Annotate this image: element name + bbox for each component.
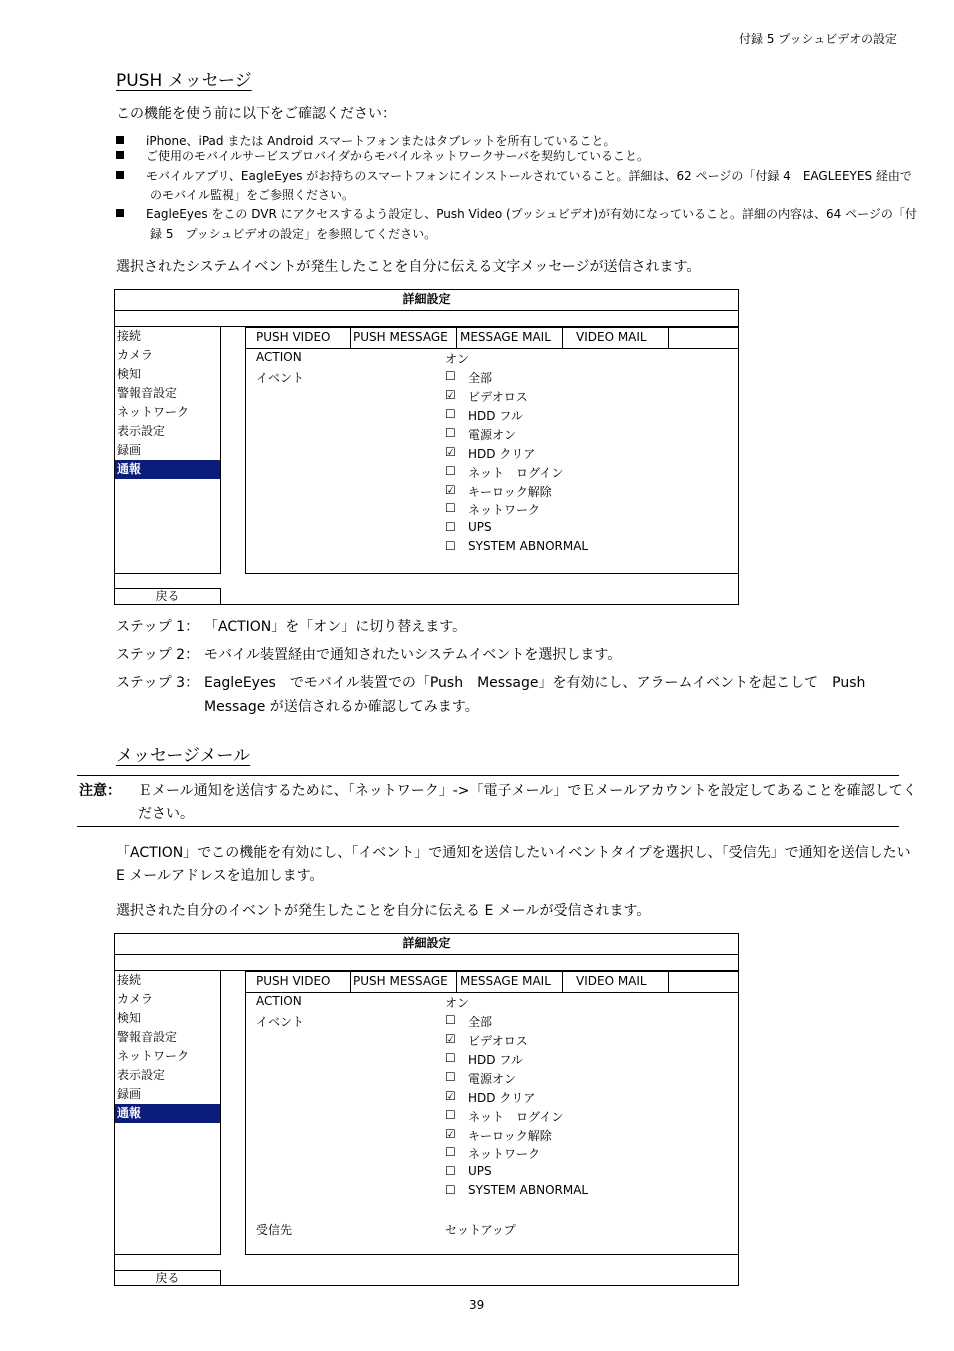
tab-message-mail[interactable]: MESSAGE MAIL	[457, 328, 563, 348]
settings-panel	[245, 971, 739, 1255]
event-option-label: SYSTEM ABNORMAL	[468, 539, 589, 553]
back-button[interactable]: 戻る	[115, 588, 221, 604]
mail-description: 「ACTION」でこの機能を有効にし、「イベント」で通知を送信したいイベントタイプを選択し、「受信先」で通知を送信したい	[116, 845, 911, 861]
event-option-label: ネットワーク	[468, 1147, 541, 1161]
settings-screenshot-push-message	[114, 289, 739, 605]
action-value[interactable]: オン	[445, 996, 470, 1010]
event-checkbox[interactable]: ☐	[445, 426, 456, 440]
event-option-label: HDD フル	[468, 409, 523, 423]
list-item: ご使用のモバイルサービスプロバイダからモバイルネットワークサーバを契約していること。	[146, 149, 650, 163]
sidebar-item-detection[interactable]: 検知	[117, 1011, 142, 1025]
note-text-continuation: ださい。	[138, 806, 194, 822]
event-option-label: 電源オン	[468, 428, 517, 442]
event-checkbox[interactable]: ☐	[445, 520, 456, 534]
event-checkbox[interactable]: ☑	[445, 1032, 456, 1046]
list-item: iPhone、iPad または Android スマートフォンまたはタブレットを所有していること。	[146, 134, 616, 148]
mail-summary: 選択された自分のイベントが発生したことを自分に伝える E メールが受信されます。	[116, 903, 651, 919]
sidebar-item-notification[interactable]: 通報	[115, 1104, 220, 1123]
back-button[interactable]: 戻る	[115, 1270, 221, 1286]
step-label: ステップ 3：	[116, 675, 200, 691]
settings-screenshot-message-mail	[114, 933, 739, 1286]
note-top-rule	[77, 775, 899, 776]
tab-bar	[246, 328, 739, 349]
tab-video-mail[interactable]: VIDEO MAIL	[563, 328, 669, 348]
sidebar-item-alarm-sound[interactable]: 警報音設定	[117, 1030, 178, 1044]
event-checkbox[interactable]: ☐	[445, 1108, 456, 1122]
event-checkbox[interactable]: ☐	[445, 407, 456, 421]
tab-bar	[246, 972, 739, 993]
event-checkbox[interactable]: ☑	[445, 445, 456, 459]
title-spacer-row	[115, 310, 738, 327]
sidebar-item-notification[interactable]: 通報	[115, 460, 220, 479]
action-label: ACTION	[256, 994, 302, 1008]
tab-message-mail[interactable]: MESSAGE MAIL	[457, 972, 563, 992]
title-spacer-row	[115, 954, 738, 971]
event-checkbox[interactable]: ☐	[445, 1051, 456, 1065]
event-option-label: HDD クリア	[468, 1091, 536, 1105]
event-checkbox[interactable]: ☑	[445, 1127, 456, 1141]
sidebar-item-display[interactable]: 表示設定	[117, 1068, 166, 1082]
bullet-marker	[116, 136, 124, 144]
settings-panel	[245, 327, 739, 574]
step-text: 「ACTION」を「オン」に切り替えます。	[204, 619, 467, 635]
tab-video-mail[interactable]: VIDEO MAIL	[563, 972, 669, 992]
sidebar-item-record[interactable]: 録画	[117, 1087, 142, 1101]
event-option-label: キーロック解除	[468, 485, 552, 499]
event-option-label: HDD クリア	[468, 447, 536, 461]
event-option-label: 全部	[468, 371, 493, 385]
event-option-label: 全部	[468, 1015, 493, 1029]
event-checkbox[interactable]: ☐	[445, 501, 456, 515]
event-label: イベント	[256, 1015, 305, 1029]
step-label: ステップ 2：	[116, 647, 200, 663]
intro-text: この機能を使う前に以下をご確認ください：	[116, 106, 396, 122]
event-option-label: HDD フル	[468, 1053, 523, 1067]
event-label: イベント	[256, 371, 305, 385]
action-value[interactable]: オン	[445, 352, 470, 366]
event-checkbox[interactable]: ☐	[445, 464, 456, 478]
event-checkbox[interactable]: ☐	[445, 1145, 456, 1159]
tab-push-message[interactable]: PUSH MESSAGE	[351, 328, 457, 348]
note-bottom-rule	[77, 826, 899, 827]
running-header: 付録 5 プッシュビデオの設定	[739, 32, 897, 46]
sidebar-menu	[115, 326, 221, 574]
sidebar-item-detection[interactable]: 検知	[117, 367, 142, 381]
sidebar-item-camera[interactable]: カメラ	[117, 992, 154, 1006]
list-item-continuation: 録 5 プッシュビデオの設定」を参照してください。	[150, 227, 437, 241]
page-number: 39	[469, 1298, 485, 1312]
list-item: モバイルアプリ、EagleEyes がお持ちのスマートフォンにインストールされていること。詳細は、62 ページの「付録 4 EAGLEEYES 経由で	[146, 169, 912, 183]
step-text: EagleEyes でモバイル装置での「Push Message」を有効にし、アラームイベントを起こして Push	[204, 675, 866, 691]
mail-description-continuation: E メールアドレスを追加します。	[116, 868, 324, 884]
sidebar-item-display[interactable]: 表示設定	[117, 424, 166, 438]
event-checkbox[interactable]: ☐	[445, 1183, 456, 1197]
event-checkbox[interactable]: ☐	[445, 1164, 456, 1178]
event-option-label: ビデオロス	[468, 1034, 528, 1048]
event-checkbox[interactable]: ☐	[445, 369, 456, 383]
bullet-marker	[116, 209, 124, 217]
bullet-marker	[116, 171, 124, 179]
event-checkbox[interactable]: ☑	[445, 1089, 456, 1103]
event-checkbox[interactable]: ☐	[445, 1070, 456, 1084]
event-checkbox[interactable]: ☐	[445, 539, 456, 553]
screen-title: 詳細設定	[115, 290, 738, 311]
tab-push-video[interactable]: PUSH VIDEO	[246, 328, 351, 348]
event-option-label: SYSTEM ABNORMAL	[468, 1183, 589, 1197]
sidebar-item-record[interactable]: 録画	[117, 443, 142, 457]
event-option-label: ビデオロス	[468, 390, 528, 404]
event-option-label: ネットワーク	[468, 503, 541, 517]
event-checkbox[interactable]: ☑	[445, 483, 456, 497]
note-text: Ｅメール通知を送信するために、「ネットワーク」->「電子メール」でＥメールアカウントを設定してあることを確認してく	[138, 783, 917, 799]
event-option-label: ネット ログイン	[468, 466, 564, 480]
step-text: モバイル装置経由で通知されたいシステムイベントを選択します。	[204, 647, 622, 663]
event-option-label: キーロック解除	[468, 1129, 552, 1143]
event-checkbox[interactable]: ☑	[445, 388, 456, 402]
sidebar-item-network[interactable]: ネットワーク	[117, 1049, 190, 1063]
sidebar-item-alarm-sound[interactable]: 警報音設定	[117, 386, 178, 400]
event-checkbox[interactable]: ☐	[445, 1013, 456, 1027]
section-heading-push-message: PUSH メッセージ	[116, 71, 252, 91]
sidebar-item-connection[interactable]: 接続	[117, 973, 142, 987]
section-heading-message-mail: メッセージメール	[116, 746, 251, 766]
tab-push-message[interactable]: PUSH MESSAGE	[351, 972, 457, 992]
bullet-marker	[116, 151, 124, 159]
sidebar-item-network[interactable]: ネットワーク	[117, 405, 190, 419]
sidebar-item-connection[interactable]: 接続	[117, 329, 142, 343]
event-option-label: 電源オン	[468, 1072, 517, 1086]
sidebar-menu	[115, 970, 221, 1255]
step-text-continuation: Message が送信されるか確認してみます。	[204, 699, 479, 715]
note-label: 注意：	[79, 783, 121, 799]
event-option-label: UPS	[468, 520, 492, 534]
event-option-label: UPS	[468, 1164, 492, 1178]
screen-title: 詳細設定	[115, 934, 738, 955]
step-label: ステップ 1：	[116, 619, 200, 635]
event-option-label: ネット ログイン	[468, 1110, 564, 1124]
list-item: EagleEyes をこの DVR にアクセスするよう設定し、Push Video (プッシュビデオ)が有効になっていること。詳細の内容は、64 ページの「付	[146, 207, 917, 221]
list-item-continuation: のモバイル監視」をご参照ください。	[150, 188, 355, 202]
recipient-label: 受信先	[256, 1223, 293, 1237]
summary-text: 選択されたシステムイベントが発生したことを自分に伝える文字メッセージが送信されます。	[116, 259, 701, 275]
recipient-setup-button[interactable]: セットアップ	[445, 1223, 516, 1237]
sidebar-item-camera[interactable]: カメラ	[117, 348, 154, 362]
action-label: ACTION	[256, 350, 302, 364]
tab-push-video[interactable]: PUSH VIDEO	[246, 972, 351, 992]
